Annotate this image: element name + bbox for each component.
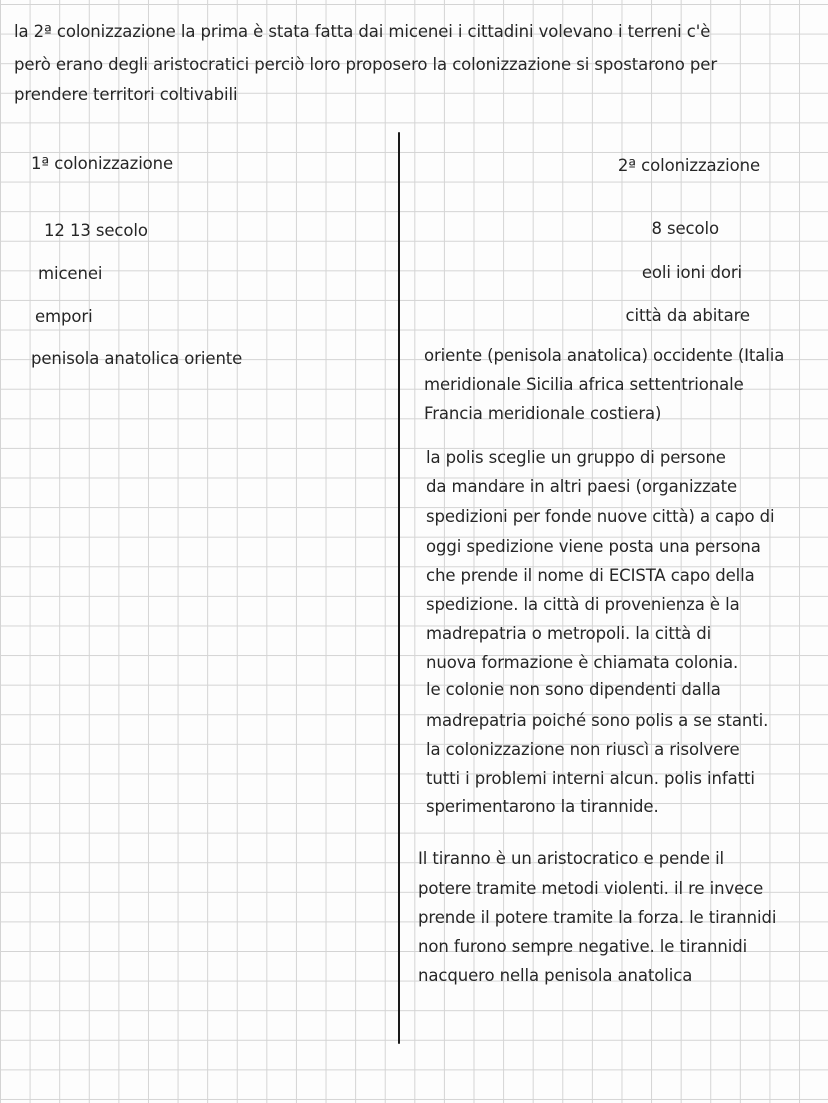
polis-line-1: la polis sceglie un gruppo di persone [426, 448, 726, 467]
left-purpose: empori [35, 307, 93, 326]
left-century: 12 13 secolo [44, 221, 148, 240]
left-people: micenei [38, 264, 103, 283]
tyrant-line-3: prende il potere tramite la forza. le tirannidi [418, 908, 777, 927]
right-heading: 2ª colonizzazione [617, 156, 760, 175]
polis-line-10: madrepatria poiché sono polis a se stanti. [426, 711, 769, 730]
polis-line-3: spedizioni per fonde nuove città) a capo di [426, 507, 775, 526]
polis-line-9: le colonie non sono dipendenti dalla [426, 680, 721, 699]
polis-line-2: da mandare in altri paesi (organizzate [426, 477, 738, 496]
polis-line-6: spedizione. la città di provenienza è la [426, 595, 740, 614]
right-century: 8 secolo [651, 219, 719, 238]
tyrant-line-4: non furono sempre negative. le tirannidi [418, 937, 748, 956]
polis-line-13: sperimentarono la tirannide. [426, 797, 659, 816]
left-area: penisola anatolica oriente [31, 349, 243, 368]
tyrant-line-5: nacquero nella penisola anatolica [418, 966, 693, 985]
right-area-line-1: oriente (penisola anatolica) occidente (Italia [424, 346, 785, 365]
polis-line-12: tutti i problemi interni alcun. polis infatti [426, 769, 755, 788]
right-area-line-3: Francia meridionale costiera) [424, 404, 662, 423]
tyrant-line-1: Il tiranno è un aristocratico e pende il [418, 849, 725, 868]
polis-line-7: madrepatria o metropoli. la città di [426, 624, 712, 643]
right-purpose: città da abitare [625, 306, 750, 325]
intro-line-3: prendere territori coltivabili [14, 85, 238, 104]
intro-line-1: la 2ª colonizzazione la prima è stata fatta dai micenei i cittadini volevano i terreni c'è [14, 22, 711, 41]
intro-line-2: però erano degli aristocratici perciò loro proposero la colonizzazione si spostarono per [14, 55, 717, 74]
right-area-line-2: meridionale Sicilia africa settentrionale [424, 375, 744, 394]
polis-line-8: nuova formazione è chiamata colonia. [426, 653, 739, 672]
polis-line-4: oggi spedizione viene posta una persona [426, 537, 761, 556]
polis-line-11: la colonizzazione non riuscì a risolvere [426, 740, 740, 759]
right-people: eoli ioni dori [641, 263, 742, 282]
left-heading: 1ª colonizzazione [31, 154, 174, 173]
polis-line-5: che prende il nome di ECISTA capo della [426, 566, 755, 585]
tyrant-line-2: potere tramite metodi violenti. il re invece [418, 879, 764, 898]
column-divider [398, 132, 400, 1044]
